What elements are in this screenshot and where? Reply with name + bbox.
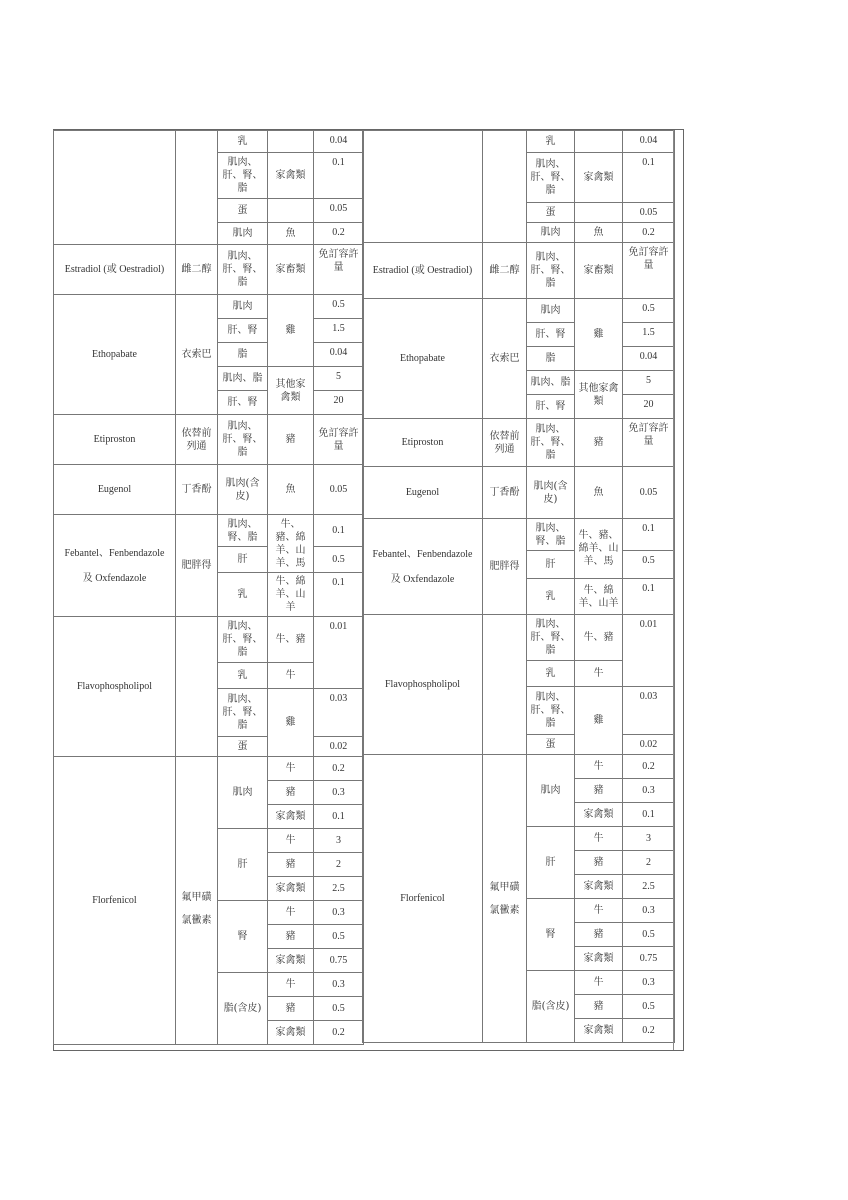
species-cell: 家禽類 [575,875,623,899]
species-cell: 家禽類 [268,1021,314,1045]
drug-cname-cell [483,615,527,755]
limit-cell: 0.3 [314,781,364,805]
drug-cname-cell: 雌二醇 [176,245,218,295]
drug-cname-cell: 肥胖得 [176,515,218,617]
tissue-cell: 乳 [527,579,575,615]
species-cell: 豬 [575,923,623,947]
drug-cname-line: 氟甲磺 [181,891,212,903]
limit-cell: 0.1 [623,519,675,551]
species-cell: 家畜類 [575,243,623,299]
limit-cell: 0.5 [623,299,675,323]
species-cell: 家禽類 [575,1019,623,1043]
limit-cell: 0.1 [314,153,364,199]
species-cell: 牛、豬 [268,617,314,663]
tissue-cell: 蛋 [527,203,575,223]
limit-cell: 0.5 [623,995,675,1019]
drug-cname-cell [176,617,218,757]
drug-cname-cell [483,755,527,1043]
species-cell [268,199,314,223]
drug-name-cell [363,519,483,615]
drug-cname-cell [176,757,218,1045]
drug-name-cell: Florfenicol [363,755,483,1043]
species-cell: 雞 [575,299,623,371]
drug-cname-line: 氯黴素 [181,914,212,926]
tissue-cell: 蛋 [218,199,268,223]
table-row [363,131,675,153]
species-cell: 其他家禽類 [575,371,623,419]
species-cell: 魚 [268,465,314,515]
drug-name-line: Febantel、Fenbendazole [372,548,473,560]
tissue-cell: 肌肉、肝、腎、脂 [218,689,268,737]
drug-name-cell: Eugenol [363,467,483,519]
species-cell: 其他家禽類 [268,367,314,415]
tissue-cell: 肝、腎 [527,323,575,347]
tissue-cell: 乳 [218,131,268,153]
drug-cname-cell: 衣索巴 [176,295,218,415]
limit-cell: 0.5 [314,295,364,319]
table-row [363,519,675,551]
species-cell: 豬 [575,851,623,875]
left-residue-table [53,130,364,1045]
species-cell: 牛 [575,755,623,779]
species-cell: 牛 [268,663,314,689]
limit-cell: 0.2 [623,1019,675,1043]
species-cell: 豬 [575,779,623,803]
limit-cell: 免訂容許量 [623,419,675,467]
tissue-cell: 乳 [527,131,575,153]
species-cell: 牛 [575,827,623,851]
drug-cname-cell: 丁香酚 [483,467,527,519]
species-cell: 豬 [268,415,314,465]
limit-cell: 0.2 [314,223,364,245]
limit-cell: 2 [623,851,675,875]
drug-cname-cell: 肥胖得 [483,519,527,615]
right-residue-table [362,130,675,1043]
tissue-cell: 肝 [527,827,575,899]
species-cell: 家畜類 [268,245,314,295]
table-row [54,131,364,153]
species-cell: 魚 [268,223,314,245]
limit-cell: 0.3 [623,971,675,995]
drug-cname-cell: 衣索巴 [483,299,527,419]
limit-cell: 免訂容許量 [623,243,675,299]
table-row [363,615,675,661]
limit-cell: 20 [314,391,364,415]
tissue-cell: 肌肉、肝、腎、脂 [527,687,575,735]
limit-cell: 3 [623,827,675,851]
tissue-cell: 肌肉 [218,295,268,319]
limit-cell: 0.2 [314,1021,364,1045]
limit-cell: 0.02 [623,735,675,755]
species-cell: 豬 [268,925,314,949]
tissue-cell: 脂(含皮) [527,971,575,1043]
species-cell: 家禽類 [268,877,314,901]
tissue-cell: 肌肉、肝、腎、脂 [527,615,575,661]
table-row [363,467,675,519]
drug-name-cell: Flavophospholipol [54,617,176,757]
limit-cell: 0.1 [623,579,675,615]
table-row [363,419,675,467]
drug-name-cell: Ethopabate [363,299,483,419]
species-cell: 牛、豬、綿羊、山羊、馬 [575,519,623,579]
species-cell [575,203,623,223]
tissue-cell: 脂(含皮) [218,973,268,1045]
drug-name-cell [54,131,176,245]
tissue-cell: 肌肉、肝、腎、脂 [218,153,268,199]
tissue-cell: 肌肉 [527,223,575,243]
species-cell: 牛 [268,757,314,781]
tissue-cell: 肌肉、肝、腎、脂 [218,415,268,465]
limit-cell: 0.5 [623,551,675,579]
tissue-cell: 肌肉、腎、脂 [527,519,575,551]
limit-cell: 5 [623,371,675,395]
drug-cname-cell: 依替前列通 [176,415,218,465]
limit-cell: 5 [314,367,364,391]
tissue-cell: 肌肉、肝、腎、脂 [218,245,268,295]
species-cell: 豬 [268,781,314,805]
species-cell: 牛 [575,661,623,687]
drug-cname-cell [483,131,527,243]
species-cell: 家禽類 [268,805,314,829]
limit-cell: 0.1 [623,803,675,827]
drug-name-line: 及 Oxfendazole [390,573,455,585]
limit-cell: 0.2 [623,755,675,779]
limit-cell: 0.3 [314,973,364,997]
limit-cell: 2 [314,853,364,877]
table-row [54,515,364,547]
limit-cell: 0.1 [314,515,364,547]
drug-cname-cell: 丁香酚 [176,465,218,515]
limit-cell: 0.04 [623,131,675,153]
limit-cell: 0.3 [623,779,675,803]
table-row [54,245,364,295]
limit-cell: 免訂容許量 [314,245,364,295]
species-cell: 牛 [268,973,314,997]
drug-name-cell: Florfenicol [54,757,176,1045]
limit-cell: 20 [623,395,675,419]
species-cell: 家禽類 [575,947,623,971]
drug-name-cell: Estradiol (或 Oestradiol) [363,243,483,299]
tissue-cell: 腎 [218,901,268,973]
table-row [54,465,364,515]
species-cell: 牛、豬 [575,615,623,661]
limit-cell: 0.3 [314,901,364,925]
limit-cell: 0.05 [623,203,675,223]
tissue-cell: 脂 [527,347,575,371]
species-cell: 豬 [268,997,314,1021]
drug-name-line: Febantel、Fenbendazole [64,547,165,559]
limit-cell: 1.5 [314,319,364,343]
limit-cell: 0.03 [314,689,364,737]
table-row [363,299,675,323]
limit-cell: 0.75 [623,947,675,971]
right-blank-column [673,130,684,1050]
drug-name-cell: Ethopabate [54,295,176,415]
limit-cell: 0.1 [623,153,675,203]
limit-cell: 0.2 [623,223,675,243]
species-cell: 魚 [575,223,623,243]
species-cell: 豬 [268,853,314,877]
tissue-cell: 肝 [218,829,268,901]
species-cell: 家禽類 [268,153,314,199]
tissue-cell: 肌肉(含皮) [527,467,575,519]
species-cell: 豬 [575,995,623,1019]
tissue-cell: 肝、腎 [218,319,268,343]
limit-cell: 0.2 [314,757,364,781]
tissue-cell: 乳 [218,573,268,617]
table-row [54,295,364,319]
species-cell: 雞 [268,295,314,367]
species-cell: 魚 [575,467,623,519]
species-cell: 家禽類 [268,949,314,973]
tissue-cell: 肌肉、腎、脂 [218,515,268,547]
limit-cell: 0.1 [314,805,364,829]
species-cell: 牛 [268,901,314,925]
tissue-cell: 肝 [527,551,575,579]
drug-name-cell: Eugenol [54,465,176,515]
species-cell: 家禽類 [575,153,623,203]
tissue-cell: 蛋 [527,735,575,755]
tissue-cell: 肝、腎 [527,395,575,419]
species-cell: 豬 [575,419,623,467]
limit-cell: 2.5 [314,877,364,901]
limit-cell: 0.5 [314,547,364,573]
drug-cname-cell [176,131,218,245]
tissue-cell: 肌肉 [218,223,268,245]
limit-cell: 0.5 [623,923,675,947]
limit-cell: 0.5 [314,925,364,949]
limit-cell: 1.5 [623,323,675,347]
limit-cell: 3 [314,829,364,853]
tissue-cell: 蛋 [218,737,268,757]
limit-cell: 0.05 [623,467,675,519]
species-cell: 雞 [268,689,314,757]
limit-cell: 免訂容許量 [314,415,364,465]
limit-cell: 2.5 [623,875,675,899]
table-row [54,415,364,465]
species-cell: 牛 [575,899,623,923]
limit-cell: 0.1 [314,573,364,617]
limit-cell: 0.5 [314,997,364,1021]
limit-cell: 0.05 [314,465,364,515]
species-cell: 牛、綿羊、山羊 [268,573,314,617]
limit-cell: 0.04 [623,347,675,371]
right-table-section [362,130,675,1043]
drug-name-cell: Flavophospholipol [363,615,483,755]
limit-cell: 0.03 [623,687,675,735]
species-cell: 家禽類 [575,803,623,827]
tissue-cell: 肌肉、肝、腎、脂 [527,153,575,203]
tissue-cell: 腎 [527,899,575,971]
tissue-cell: 肌肉、脂 [218,367,268,391]
drug-cname-cell: 雌二醇 [483,243,527,299]
tissue-cell: 肌肉、肝、腎、脂 [218,617,268,663]
drug-name-cell [363,131,483,243]
species-cell [575,131,623,153]
table-row [54,617,364,663]
drug-cname-cell: 依替前列通 [483,419,527,467]
limit-cell: 0.01 [623,615,675,687]
tissue-cell: 肌肉(含皮) [218,465,268,515]
species-cell: 牛、綿羊、山羊 [575,579,623,615]
species-cell: 雞 [575,687,623,755]
tissue-cell: 脂 [218,343,268,367]
tissue-cell: 肌肉 [527,755,575,827]
drug-name-line: 及 Oxfendazole [82,572,147,584]
species-cell: 牛 [268,829,314,853]
tissue-cell: 肌肉、脂 [527,371,575,395]
drug-name-cell: Estradiol (或 Oestradiol) [54,245,176,295]
tissue-cell: 肌肉、肝、腎、脂 [527,419,575,467]
tissue-cell: 肝 [218,547,268,573]
limit-cell: 0.3 [623,899,675,923]
drug-cname-line: 氯黴素 [489,904,520,916]
drug-name-cell [54,515,176,617]
tissue-cell: 肌肉 [218,757,268,829]
limit-cell: 0.04 [314,131,364,153]
drug-name-cell: Etiproston [54,415,176,465]
limit-cell: 0.05 [314,199,364,223]
left-table-section [53,130,364,1045]
tissue-cell: 肌肉、肝、腎、脂 [527,243,575,299]
drug-cname-line: 氟甲磺 [489,881,520,893]
limit-cell: 0.02 [314,737,364,757]
table-row [363,243,675,299]
limit-cell: 0.01 [314,617,364,689]
species-cell [268,131,314,153]
limit-cell: 0.04 [314,343,364,367]
tissue-cell: 乳 [527,661,575,687]
species-cell: 牛、豬、綿羊、山羊、馬 [268,515,314,573]
limit-cell: 0.75 [314,949,364,973]
tissue-cell: 乳 [218,663,268,689]
tissue-cell: 肌肉 [527,299,575,323]
species-cell: 牛 [575,971,623,995]
table-row [363,755,675,779]
tissue-cell: 肝、腎 [218,391,268,415]
table-row [54,757,364,781]
drug-name-cell: Etiproston [363,419,483,467]
